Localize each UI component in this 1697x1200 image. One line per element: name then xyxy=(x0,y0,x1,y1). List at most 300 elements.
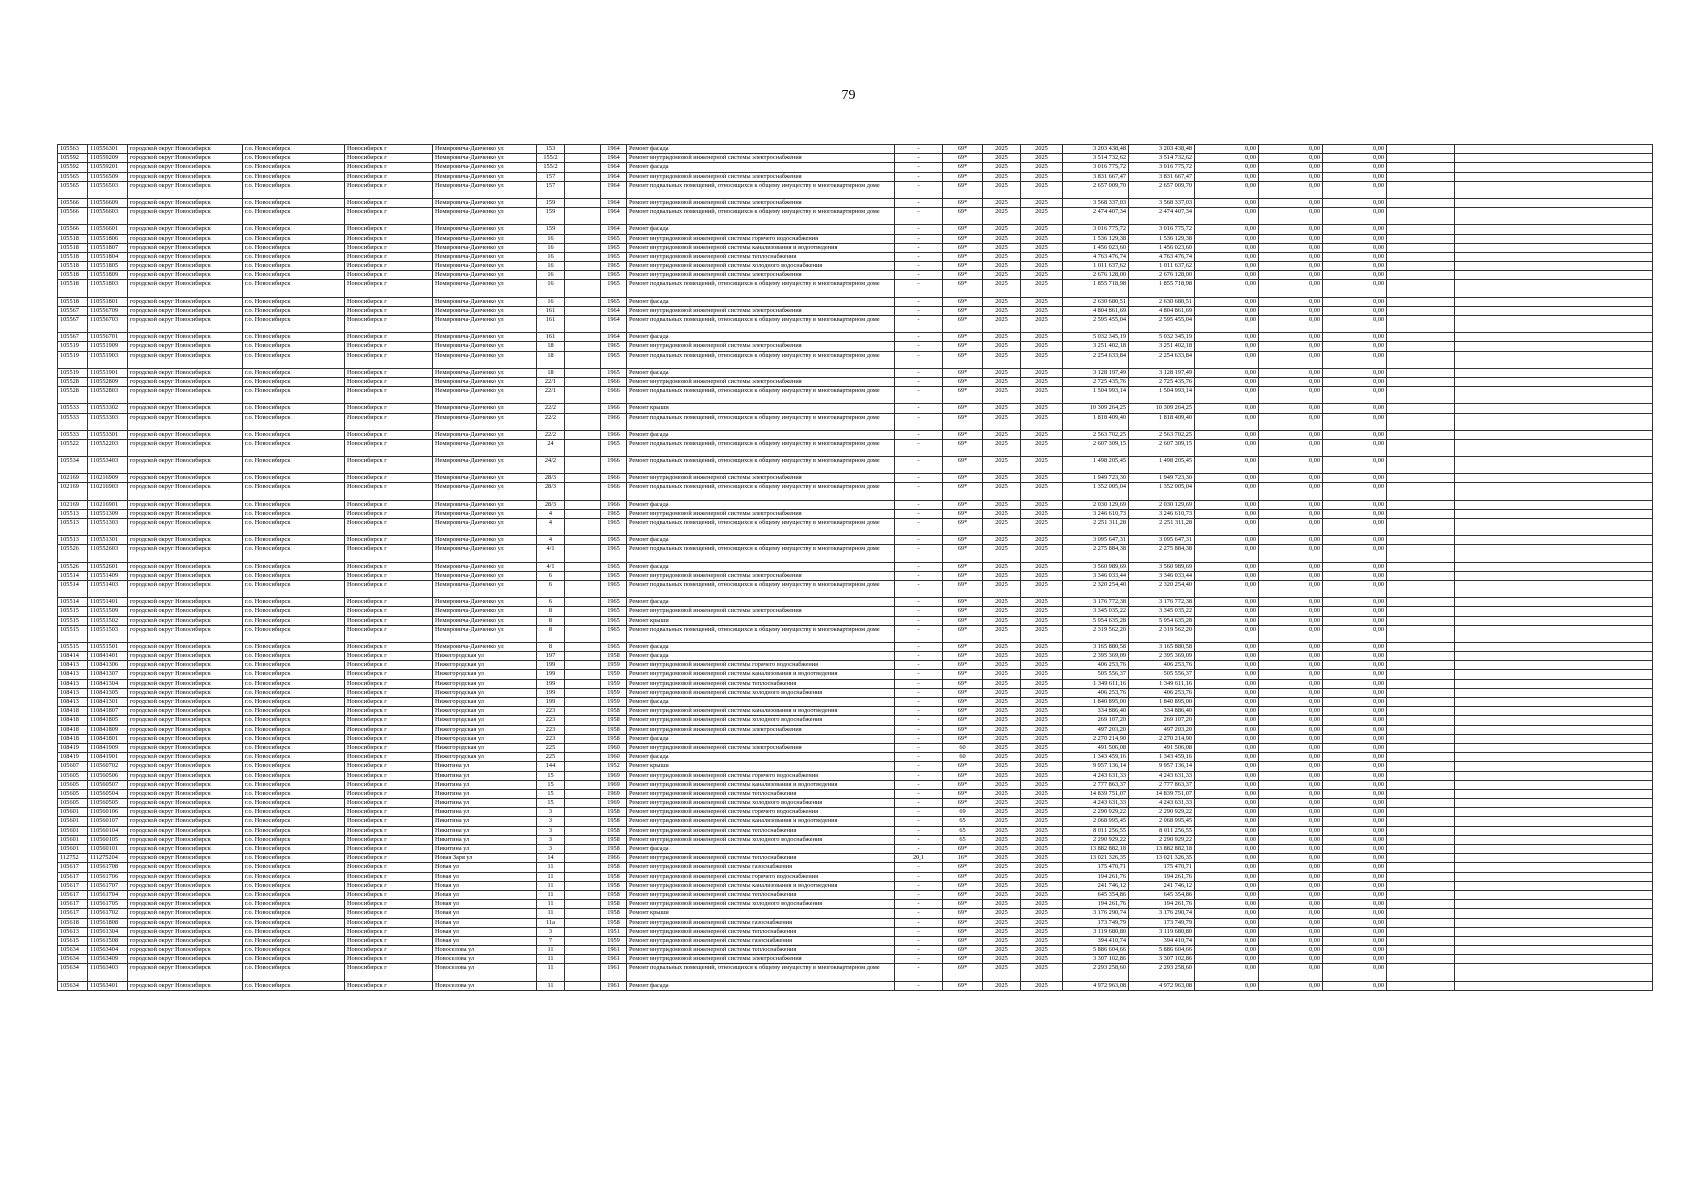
cell-rate: 69* xyxy=(943,909,983,918)
cell-municipality: г.о. Новосибирск xyxy=(243,625,345,642)
cell-house-number: 157 xyxy=(537,172,565,181)
cell-subsidy-federal: 0,00 xyxy=(1195,872,1259,881)
cell-record-id: 110556301 xyxy=(88,145,128,154)
cell-municipal-district: городской округ Новосибирск xyxy=(128,387,243,404)
cell-rate: 65 xyxy=(943,826,983,835)
cell-building xyxy=(565,881,601,890)
table-row xyxy=(58,918,1653,927)
cell-subsidy-federal: 0,00 xyxy=(1195,725,1259,734)
cell-extra-col xyxy=(1387,439,1455,456)
cell-extra-col xyxy=(1387,404,1455,413)
cell-year-built: 1960 xyxy=(601,743,627,752)
cell-house-id: 102169 xyxy=(58,474,88,483)
cell-work-type: Ремонт внутридомовой инженерной системы горячего водоснабжения xyxy=(627,234,895,243)
cell-fund-cost: 2 030 129,69 xyxy=(1129,500,1195,509)
cell-house-id: 105605 xyxy=(58,799,88,808)
cell-extra-col xyxy=(1387,280,1455,297)
cell-total-cost: 3 560 989,69 xyxy=(1063,562,1129,571)
cell-notes xyxy=(1455,333,1653,342)
cell-rate: 69* xyxy=(943,387,983,404)
cell-subsidy-regional: 0,00 xyxy=(1259,351,1323,368)
cell-house-id: 105613 xyxy=(58,927,88,936)
cell-house-number: 16 xyxy=(537,262,565,271)
cell-subsidy-regional: 0,00 xyxy=(1259,679,1323,688)
cell-building xyxy=(565,145,601,154)
cell-year-built: 1965 xyxy=(601,243,627,252)
cell-year-built: 1966 xyxy=(601,474,627,483)
cell-rate: 60 xyxy=(943,743,983,752)
cell-street: Немировича-Данченко ул xyxy=(433,333,537,342)
cell-fund-cost: 4 804 861,69 xyxy=(1129,306,1195,315)
cell-plan-year-to: 2025 xyxy=(1021,598,1063,607)
cell-house-number: 11а xyxy=(537,918,565,927)
cell-record-id: 110216909 xyxy=(88,474,128,483)
cell-fund-cost: 2 319 562,20 xyxy=(1129,625,1195,642)
cell-subsidy-federal: 0,00 xyxy=(1195,964,1259,981)
cell-municipal-district: городской округ Новосибирск xyxy=(128,306,243,315)
cell-municipal-district: городской округ Новосибирск xyxy=(128,918,243,927)
cell-building xyxy=(565,297,601,306)
cell-house-number: 225 xyxy=(537,753,565,762)
cell-plan-year-from: 2025 xyxy=(983,208,1021,225)
cell-settlement: Новосибирск г xyxy=(345,789,433,798)
table-row xyxy=(58,771,1653,780)
cell-municipality: г.о. Новосибирск xyxy=(243,262,345,271)
table-row xyxy=(58,652,1653,661)
cell-subsidy-local: 0,00 xyxy=(1323,890,1387,899)
cell-notes xyxy=(1455,688,1653,697)
cell-house-number: 8 xyxy=(537,616,565,625)
cell-notes xyxy=(1455,725,1653,734)
cell-plan-year-to: 2025 xyxy=(1021,679,1063,688)
cell-municipality: г.о. Новосибирск xyxy=(243,483,345,500)
cell-year-built: 1958 xyxy=(601,817,627,826)
cell-subsidy-federal: 0,00 xyxy=(1195,981,1259,990)
cell-subsidy-regional: 0,00 xyxy=(1259,342,1323,351)
cell-settlement: Новосибирск г xyxy=(345,918,433,927)
cell-notes xyxy=(1455,439,1653,456)
cell-record-id: 110560101 xyxy=(88,845,128,854)
cell-total-cost: 3 203 438,48 xyxy=(1063,145,1129,154)
cell-plan-year-from: 2025 xyxy=(983,716,1021,725)
cell-rate: 69* xyxy=(943,771,983,780)
cell-subsidy-regional: 0,00 xyxy=(1259,890,1323,899)
cell-municipal-district: городской округ Новосибирск xyxy=(128,652,243,661)
cell-work-type: Ремонт фасада xyxy=(627,598,895,607)
cell-house-number: 153 xyxy=(537,145,565,154)
cell-fund-cost: 1 011 637,62 xyxy=(1129,262,1195,271)
cell-wear: - xyxy=(895,519,943,536)
cell-year-built: 1959 xyxy=(601,698,627,707)
cell-street: Немировича-Данченко ул xyxy=(433,262,537,271)
cell-total-cost: 3 176 772,38 xyxy=(1063,598,1129,607)
cell-municipality: г.о. Новосибирск xyxy=(243,936,345,945)
cell-plan-year-from: 2025 xyxy=(983,661,1021,670)
cell-municipality: г.о. Новосибирск xyxy=(243,181,345,198)
cell-subsidy-regional: 0,00 xyxy=(1259,439,1323,456)
cell-municipal-district: городской округ Новосибирск xyxy=(128,743,243,752)
cell-plan-year-from: 2025 xyxy=(983,890,1021,899)
cell-rate: 69* xyxy=(943,946,983,955)
cell-work-type: Ремонт крыши xyxy=(627,616,895,625)
cell-subsidy-local: 0,00 xyxy=(1323,698,1387,707)
cell-settlement: Новосибирск г xyxy=(345,368,433,377)
cell-rate: 69* xyxy=(943,430,983,439)
cell-rate: 69* xyxy=(943,483,983,500)
cell-work-type: Ремонт фасада xyxy=(627,698,895,707)
cell-house-number: 22/1 xyxy=(537,377,565,386)
cell-subsidy-regional: 0,00 xyxy=(1259,900,1323,909)
cell-subsidy-federal: 0,00 xyxy=(1195,500,1259,509)
cell-house-id: 105533 xyxy=(58,430,88,439)
cell-wear: - xyxy=(895,808,943,817)
cell-year-built: 1965 xyxy=(601,252,627,261)
cell-subsidy-local: 0,00 xyxy=(1323,598,1387,607)
cell-subsidy-local: 0,00 xyxy=(1323,900,1387,909)
cell-house-id: 105566 xyxy=(58,225,88,234)
cell-fund-cost: 2 676 128,00 xyxy=(1129,271,1195,280)
cell-subsidy-local: 0,00 xyxy=(1323,863,1387,872)
cell-house-number: 28/3 xyxy=(537,500,565,509)
cell-fund-cost: 497 203,20 xyxy=(1129,725,1195,734)
cell-rate: 69* xyxy=(943,333,983,342)
cell-house-id: 105617 xyxy=(58,881,88,890)
cell-subsidy-regional: 0,00 xyxy=(1259,964,1323,981)
cell-fund-cost: 5 032 345,19 xyxy=(1129,333,1195,342)
cell-subsidy-regional: 0,00 xyxy=(1259,946,1323,955)
cell-municipal-district: городской округ Новосибирск xyxy=(128,430,243,439)
cell-year-built: 1964 xyxy=(601,181,627,198)
cell-street: Нижегородская ул xyxy=(433,679,537,688)
cell-extra-col xyxy=(1387,661,1455,670)
cell-municipal-district: городской округ Новосибирск xyxy=(128,271,243,280)
cell-wear: - xyxy=(895,642,943,651)
cell-rate: 69* xyxy=(943,474,983,483)
cell-settlement: Новосибирск г xyxy=(345,172,433,181)
cell-wear: - xyxy=(895,863,943,872)
cell-house-id: 105533 xyxy=(58,413,88,430)
table-row xyxy=(58,509,1653,518)
cell-rate: 69* xyxy=(943,172,983,181)
cell-building xyxy=(565,280,601,297)
cell-subsidy-local: 0,00 xyxy=(1323,918,1387,927)
cell-wear: - xyxy=(895,387,943,404)
cell-notes xyxy=(1455,670,1653,679)
cell-rate: 69* xyxy=(943,280,983,297)
cell-wear: - xyxy=(895,964,943,981)
table-row xyxy=(58,707,1653,716)
cell-subsidy-regional: 0,00 xyxy=(1259,909,1323,918)
cell-plan-year-to: 2025 xyxy=(1021,297,1063,306)
cell-record-id: 110561808 xyxy=(88,918,128,927)
cell-house-number: 199 xyxy=(537,688,565,697)
cell-rate: 69* xyxy=(943,716,983,725)
cell-subsidy-local: 0,00 xyxy=(1323,580,1387,597)
cell-wear: - xyxy=(895,562,943,571)
cell-municipal-district: городской округ Новосибирск xyxy=(128,280,243,297)
cell-rate: 69* xyxy=(943,580,983,597)
cell-building xyxy=(565,698,601,707)
cell-year-built: 1958 xyxy=(601,918,627,927)
cell-fund-cost: 334 886,40 xyxy=(1129,707,1195,716)
cell-total-cost: 2 290 929,22 xyxy=(1063,808,1129,817)
cell-subsidy-regional: 0,00 xyxy=(1259,163,1323,172)
cell-plan-year-to: 2025 xyxy=(1021,872,1063,881)
cell-house-number: 22/2 xyxy=(537,430,565,439)
cell-plan-year-from: 2025 xyxy=(983,387,1021,404)
cell-subsidy-local: 0,00 xyxy=(1323,616,1387,625)
cell-notes xyxy=(1455,243,1653,252)
cell-plan-year-to: 2025 xyxy=(1021,863,1063,872)
cell-subsidy-regional: 0,00 xyxy=(1259,927,1323,936)
cell-year-built: 1966 xyxy=(601,500,627,509)
cell-subsidy-federal: 0,00 xyxy=(1195,483,1259,500)
cell-street: Новая Заря ул xyxy=(433,854,537,863)
cell-subsidy-federal: 0,00 xyxy=(1195,562,1259,571)
cell-municipality: г.о. Новосибирск xyxy=(243,835,345,844)
cell-settlement: Новосибирск г xyxy=(345,377,433,386)
cell-plan-year-to: 2025 xyxy=(1021,799,1063,808)
table-row xyxy=(58,306,1653,315)
cell-wear: - xyxy=(895,872,943,881)
cell-municipal-district: городской округ Новосибирск xyxy=(128,457,243,474)
cell-plan-year-to: 2025 xyxy=(1021,154,1063,163)
cell-plan-year-from: 2025 xyxy=(983,225,1021,234)
cell-settlement: Новосибирск г xyxy=(345,881,433,890)
cell-year-built: 1961 xyxy=(601,955,627,964)
cell-subsidy-regional: 0,00 xyxy=(1259,670,1323,679)
cell-fund-cost: 3 095 647,31 xyxy=(1129,536,1195,545)
cell-work-type: Ремонт внутридомовой инженерной системы газоснабжения xyxy=(627,863,895,872)
cell-subsidy-regional: 0,00 xyxy=(1259,716,1323,725)
cell-wear: - xyxy=(895,243,943,252)
cell-fund-cost: 1 504 993,14 xyxy=(1129,387,1195,404)
cell-building xyxy=(565,863,601,872)
table-row xyxy=(58,252,1653,261)
cell-total-cost: 2 319 562,20 xyxy=(1063,625,1129,642)
cell-house-number: 11 xyxy=(537,872,565,881)
cell-subsidy-federal: 0,00 xyxy=(1195,927,1259,936)
cell-plan-year-to: 2025 xyxy=(1021,753,1063,762)
cell-plan-year-from: 2025 xyxy=(983,808,1021,817)
cell-municipality: г.о. Новосибирск xyxy=(243,457,345,474)
cell-municipal-district: городской округ Новосибирск xyxy=(128,252,243,261)
cell-rate: 69* xyxy=(943,872,983,881)
cell-notes xyxy=(1455,927,1653,936)
cell-record-id: 110551509 xyxy=(88,607,128,616)
cell-work-type: Ремонт внутридомовой инженерной системы холодного водоснабжения xyxy=(627,688,895,697)
cell-municipality: г.о. Новосибирск xyxy=(243,881,345,890)
cell-subsidy-regional: 0,00 xyxy=(1259,881,1323,890)
cell-fund-cost: 3 251 402,18 xyxy=(1129,342,1195,351)
cell-work-type: Ремонт подвальных помещений, относящихся к общему имуществу в многоквартирном доме xyxy=(627,280,895,297)
cell-record-id: 110560105 xyxy=(88,835,128,844)
cell-record-id: 110561705 xyxy=(88,900,128,909)
cell-subsidy-federal: 0,00 xyxy=(1195,642,1259,651)
table-row xyxy=(58,679,1653,688)
cell-house-id: 102169 xyxy=(58,483,88,500)
cell-building xyxy=(565,909,601,918)
cell-building xyxy=(565,625,601,642)
cell-house-number: 8 xyxy=(537,625,565,642)
cell-rate: 69* xyxy=(943,252,983,261)
cell-building xyxy=(565,780,601,789)
cell-wear: - xyxy=(895,342,943,351)
cell-subsidy-federal: 0,00 xyxy=(1195,439,1259,456)
cell-house-id: 105533 xyxy=(58,404,88,413)
cell-plan-year-to: 2025 xyxy=(1021,817,1063,826)
table-row xyxy=(58,642,1653,651)
cell-subsidy-regional: 0,00 xyxy=(1259,145,1323,154)
cell-plan-year-to: 2025 xyxy=(1021,927,1063,936)
cell-plan-year-from: 2025 xyxy=(983,826,1021,835)
cell-plan-year-from: 2025 xyxy=(983,734,1021,743)
cell-total-cost: 2 320 254,40 xyxy=(1063,580,1129,597)
cell-total-cost: 497 203,20 xyxy=(1063,725,1129,734)
cell-house-number: 11 xyxy=(537,900,565,909)
cell-wear: - xyxy=(895,154,943,163)
cell-rate: 65 xyxy=(943,817,983,826)
cell-subsidy-federal: 0,00 xyxy=(1195,474,1259,483)
cell-fund-cost: 3 176 772,38 xyxy=(1129,598,1195,607)
cell-extra-col xyxy=(1387,368,1455,377)
cell-house-number: 16 xyxy=(537,271,565,280)
cell-subsidy-regional: 0,00 xyxy=(1259,536,1323,545)
cell-municipal-district: городской округ Новосибирск xyxy=(128,900,243,909)
cell-plan-year-to: 2025 xyxy=(1021,545,1063,562)
cell-rate: 69* xyxy=(943,679,983,688)
cell-extra-col xyxy=(1387,387,1455,404)
cell-rate: 69* xyxy=(943,607,983,616)
cell-fund-cost: 13 021 326,35 xyxy=(1129,854,1195,863)
cell-subsidy-regional: 0,00 xyxy=(1259,545,1323,562)
cell-fund-cost: 1 536 129,38 xyxy=(1129,234,1195,243)
cell-year-built: 1966 xyxy=(601,404,627,413)
cell-street: Немировича-Данченко ул xyxy=(433,154,537,163)
cell-record-id: 110556601 xyxy=(88,225,128,234)
cell-street: Нижегородская ул xyxy=(433,734,537,743)
cell-subsidy-regional: 0,00 xyxy=(1259,771,1323,780)
cell-record-id: 110551806 xyxy=(88,234,128,243)
cell-fund-cost: 2 474 407,34 xyxy=(1129,208,1195,225)
cell-municipality: г.о. Новосибирск xyxy=(243,854,345,863)
cell-street: Новоселова ул xyxy=(433,946,537,955)
cell-work-type: Ремонт подвальных помещений, относящихся к общему имуществу в многоквартирном доме xyxy=(627,457,895,474)
cell-municipality: г.о. Новосибирск xyxy=(243,536,345,545)
cell-street: Новая ул xyxy=(433,872,537,881)
cell-street: Немировича-Данченко ул xyxy=(433,474,537,483)
cell-fund-cost: 2 290 929,22 xyxy=(1129,808,1195,817)
cell-subsidy-federal: 0,00 xyxy=(1195,881,1259,890)
cell-fund-cost: 1 349 611,16 xyxy=(1129,679,1195,688)
cell-subsidy-regional: 0,00 xyxy=(1259,835,1323,844)
cell-house-number: 223 xyxy=(537,716,565,725)
cell-record-id: 110560507 xyxy=(88,780,128,789)
cell-total-cost: 5 032 345,19 xyxy=(1063,333,1129,342)
cell-wear: - xyxy=(895,817,943,826)
cell-settlement: Новосибирск г xyxy=(345,616,433,625)
table-row xyxy=(58,789,1653,798)
cell-house-id: 105601 xyxy=(58,826,88,835)
cell-subsidy-local: 0,00 xyxy=(1323,652,1387,661)
cell-extra-col xyxy=(1387,872,1455,881)
table-row xyxy=(58,661,1653,670)
cell-settlement: Новосибирск г xyxy=(345,562,433,571)
cell-municipal-district: городской округ Новосибирск xyxy=(128,909,243,918)
cell-municipality: г.о. Новосибирск xyxy=(243,198,345,207)
cell-subsidy-regional: 0,00 xyxy=(1259,826,1323,835)
cell-rate: 69* xyxy=(943,225,983,234)
cell-municipality: г.о. Новосибирск xyxy=(243,817,345,826)
cell-house-number: 159 xyxy=(537,208,565,225)
cell-extra-col xyxy=(1387,863,1455,872)
cell-plan-year-to: 2025 xyxy=(1021,474,1063,483)
cell-subsidy-federal: 0,00 xyxy=(1195,679,1259,688)
cell-extra-col xyxy=(1387,771,1455,780)
cell-settlement: Новосибирск г xyxy=(345,927,433,936)
cell-rate: 69* xyxy=(943,780,983,789)
cell-building xyxy=(565,890,601,899)
cell-building xyxy=(565,243,601,252)
cell-subsidy-local: 0,00 xyxy=(1323,799,1387,808)
cell-subsidy-regional: 0,00 xyxy=(1259,918,1323,927)
cell-subsidy-regional: 0,00 xyxy=(1259,377,1323,386)
cell-rate: 69* xyxy=(943,316,983,333)
cell-wear: - xyxy=(895,625,943,642)
cell-municipality: г.о. Новосибирск xyxy=(243,377,345,386)
cell-plan-year-from: 2025 xyxy=(983,909,1021,918)
cell-municipal-district: городской округ Новосибирск xyxy=(128,817,243,826)
cell-subsidy-federal: 0,00 xyxy=(1195,845,1259,854)
cell-fund-cost: 14 839 751,07 xyxy=(1129,789,1195,798)
cell-notes xyxy=(1455,198,1653,207)
cell-rate: 69* xyxy=(943,536,983,545)
cell-record-id: 110551805 xyxy=(88,262,128,271)
cell-settlement: Новосибирск г xyxy=(345,351,433,368)
cell-wear: - xyxy=(895,918,943,927)
cell-plan-year-from: 2025 xyxy=(983,872,1021,881)
cell-house-number: 225 xyxy=(537,743,565,752)
cell-building xyxy=(565,342,601,351)
cell-extra-col xyxy=(1387,333,1455,342)
cell-house-id: 105634 xyxy=(58,964,88,981)
cell-municipality: г.о. Новосибирск xyxy=(243,342,345,351)
cell-settlement: Новосибирск г xyxy=(345,439,433,456)
cell-work-type: Ремонт внутридомовой инженерной системы электроснабжения xyxy=(627,571,895,580)
cell-record-id: 110841307 xyxy=(88,670,128,679)
cell-rate: 69* xyxy=(943,881,983,890)
cell-fund-cost: 3 346 033,44 xyxy=(1129,571,1195,580)
cell-total-cost: 1 504 993,14 xyxy=(1063,387,1129,404)
cell-building xyxy=(565,439,601,456)
cell-extra-col xyxy=(1387,762,1455,771)
cell-municipality: г.о. Новосибирск xyxy=(243,716,345,725)
cell-extra-col xyxy=(1387,826,1455,835)
cell-settlement: Новосибирск г xyxy=(345,387,433,404)
table-row xyxy=(58,404,1653,413)
cell-subsidy-regional: 0,00 xyxy=(1259,509,1323,518)
cell-plan-year-from: 2025 xyxy=(983,351,1021,368)
cell-subsidy-federal: 0,00 xyxy=(1195,404,1259,413)
cell-work-type: Ремонт подвальных помещений, относящихся к общему имуществу в многоквартирном доме xyxy=(627,545,895,562)
cell-settlement: Новосибирск г xyxy=(345,900,433,909)
cell-extra-col xyxy=(1387,955,1455,964)
cell-municipal-district: городской округ Новосибирск xyxy=(128,955,243,964)
cell-year-built: 1964 xyxy=(601,306,627,315)
cell-plan-year-to: 2025 xyxy=(1021,642,1063,651)
cell-house-number: 8 xyxy=(537,607,565,616)
table-row xyxy=(58,845,1653,854)
